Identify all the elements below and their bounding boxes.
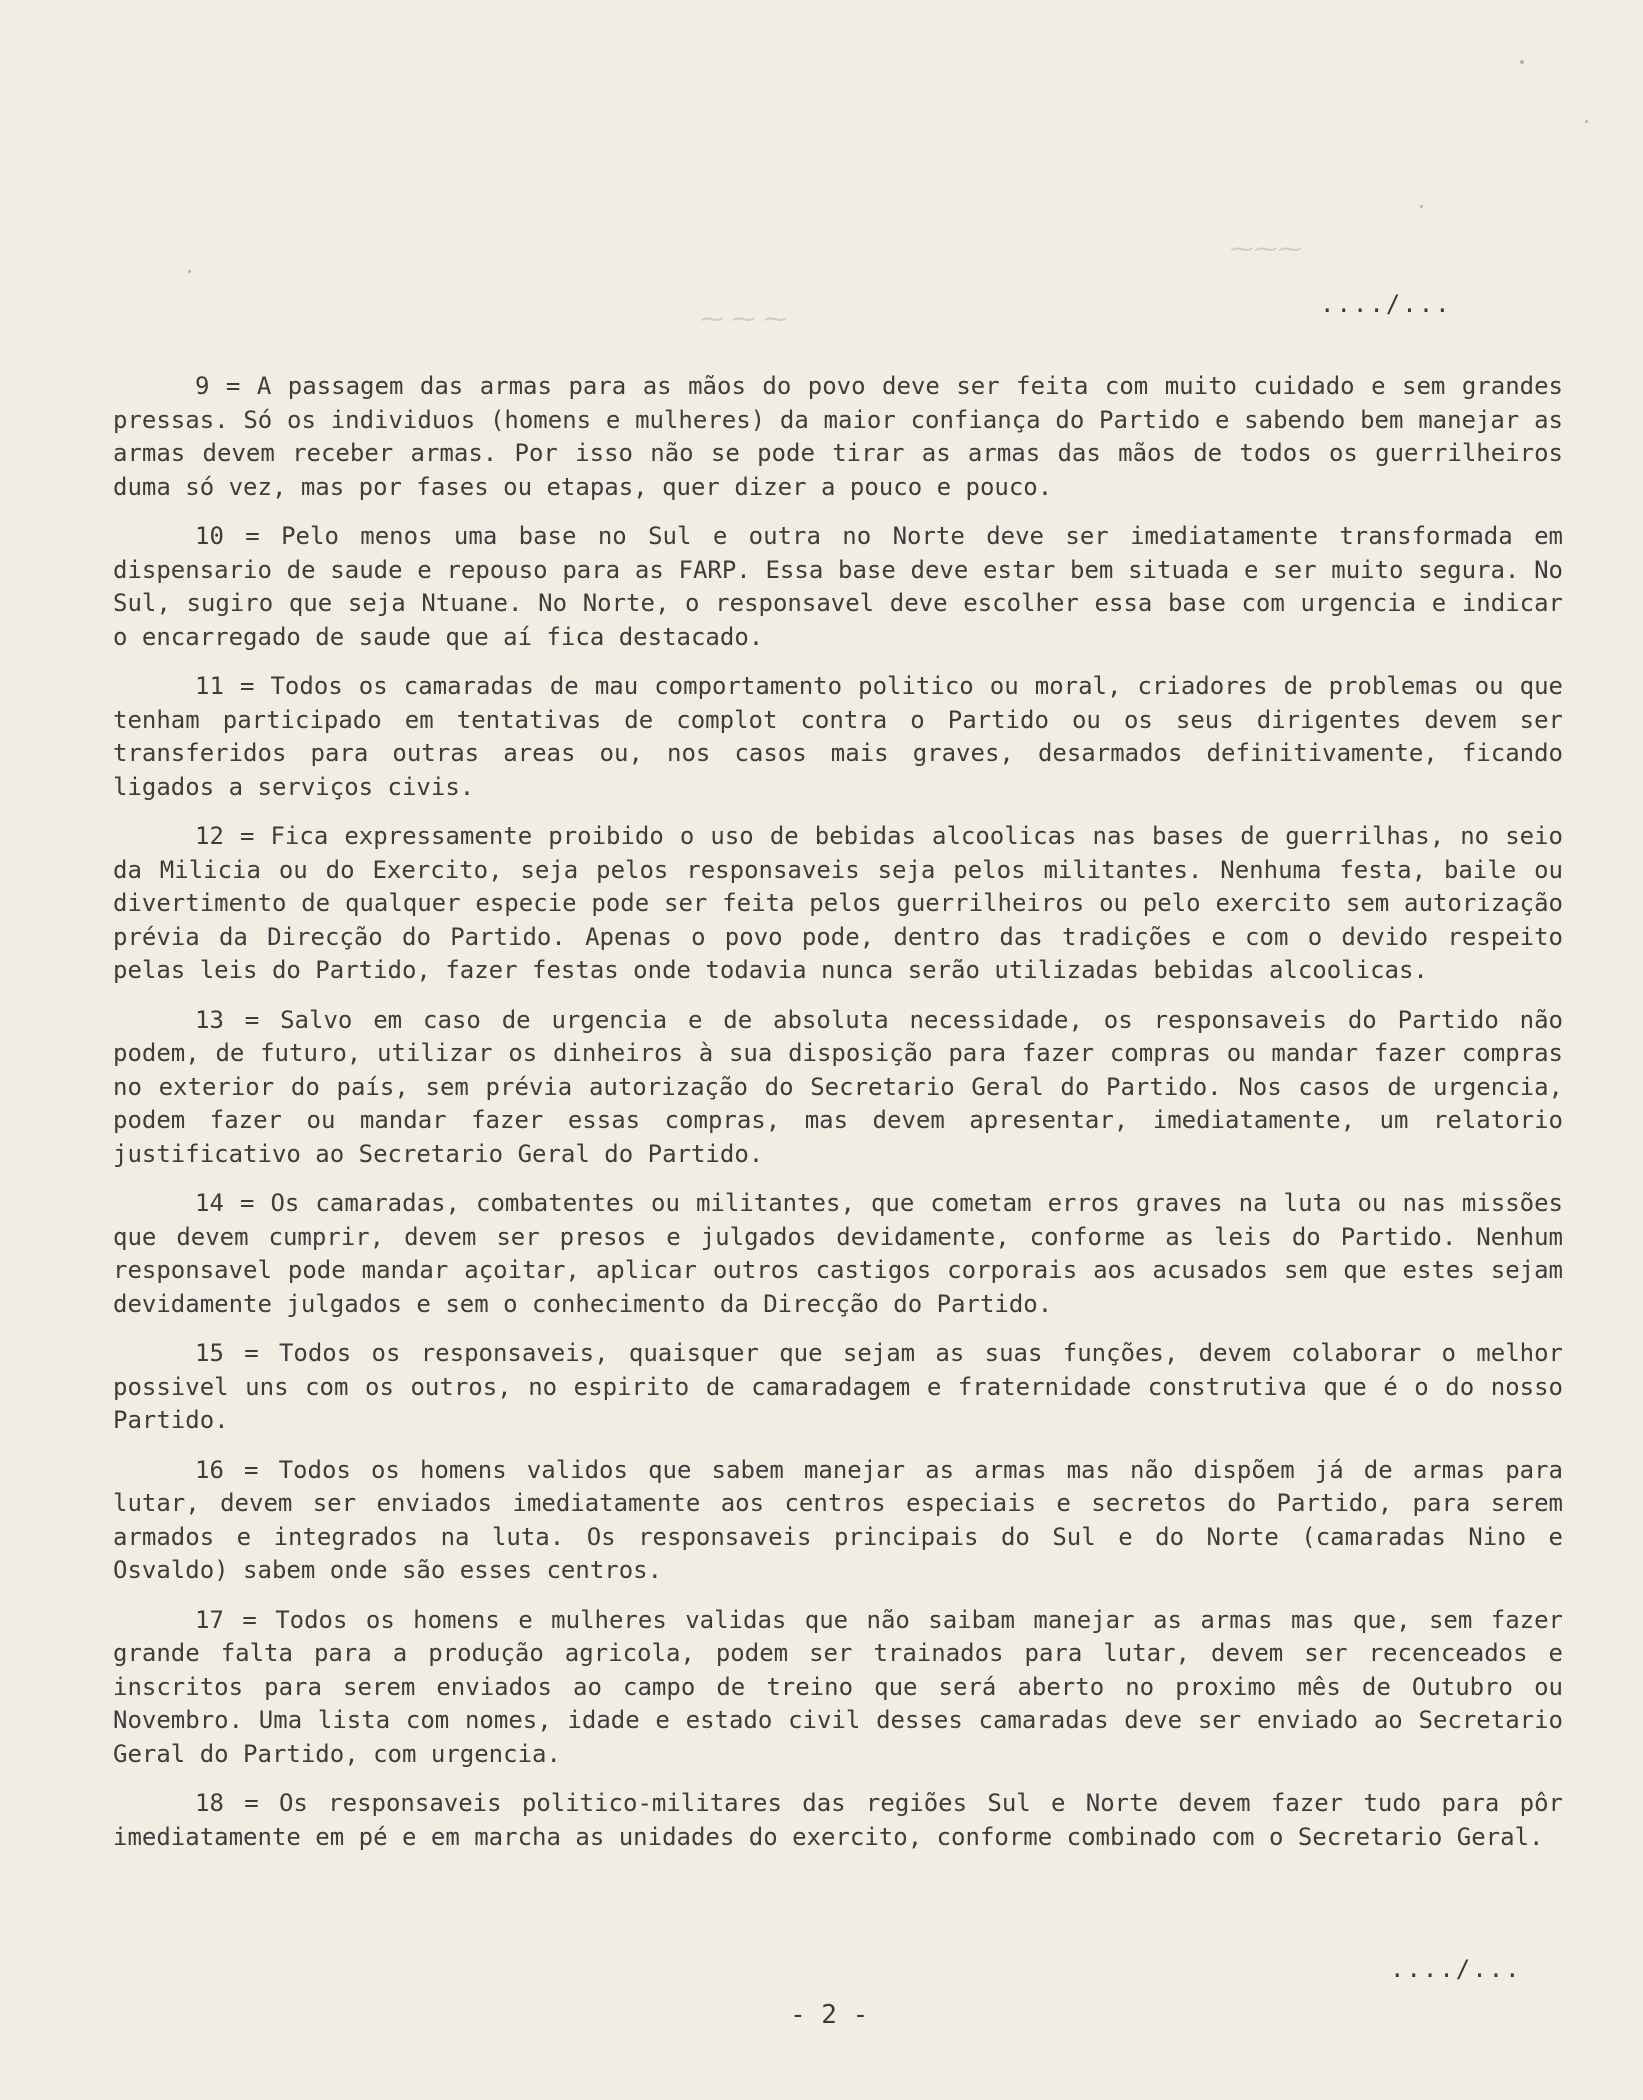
paragraph-14: 14 = Os camaradas, combatentes ou militantes, que cometam erros graves na luta ou nas missões que devem cumprir, devem ser presos e julgados devidamente, conforme as leis do Partido. Nenhum responsavel pode mandar açoitar, aplicar outros castigos corporais aos acusados sem que estes sejam devidamente julgados e sem o conhecimento da Direcção do Partido. bbox=[113, 1189, 1563, 1318]
paragraph-16: 16 = Todos os homens validos que sabem manejar as armas mas não dispõem já de armas para lutar, devem ser enviados imediatamente aos centros especiais e secretos do Partido, para serem armados e integrados na luta. Os responsaveis principais do Sul e do Norte (camaradas Nino e Osvaldo) sabem onde são esses centros. bbox=[113, 1455, 1563, 1584]
paper-speck bbox=[1420, 205, 1423, 208]
bleed-through-mark: ⁓⁓⁓ bbox=[1230, 235, 1302, 263]
bleed-through-mark: ⁓ ⁓ ⁓ bbox=[700, 305, 788, 333]
paragraph-9: 9 = A passagem das armas para as mãos do povo deve ser feita com muito cuidado e sem grandes pressas. Só os individuos (homens e mulheres) da maior confiança do Partido e sabendo bem manejar as armas devem receber armas. Por isso não se pode tirar as armas das mãos de todos os guerrilheiros duma só vez, mas por fases ou etapas, quer dizer a pouco e pouco. bbox=[113, 372, 1563, 501]
document-body bbox=[113, 370, 1563, 1870]
paper-speck bbox=[188, 270, 191, 273]
paragraph-18: 18 = Os responsaveis politico-militares das regiões Sul e Norte devem fazer tudo para pôr imediatamente em pé e em marcha as unidades do exercito, conforme combinado com o Secretario Geral. bbox=[113, 1789, 1563, 1851]
paragraph-13: 13 = Salvo em caso de urgencia e de absoluta necessidade, os responsaveis do Partido não podem, de futuro, utilizar os dinheiros à sua disposição para fazer compras ou mandar fazer compras no exterior do país, sem prévia autorização do Secretario Geral do Partido. Nos casos de urgencia, podem fazer ou mandar fazer essas compras, mas devem apresentar, imediatamente, um relatorio justificativo ao Secretario Geral do Partido. bbox=[113, 1005, 1563, 1168]
paragraph-17: 17 = Todos os homens e mulheres validas que não saibam manejar as armas mas que, sem fazer grande falta para a produção agricola, podem ser trainados para lutar, devem ser recenceados e inscritos para serem enviados ao campo de treino que será aberto no proximo mês de Outubro ou Novembro. Uma lista com nomes, idade e estado civil desses camaradas deve ser enviado ao Secretario Geral do Partido, com urgencia. bbox=[113, 1605, 1563, 1768]
paper-speck bbox=[1585, 120, 1588, 123]
paragraph-12: 12 = Fica expressamente proibido o uso de bebidas alcoolicas nas bases de guerrilhas, no seio da Milicia ou do Exercito, seja pelos responsaveis seja pelos militantes. Nenhuma festa, baile ou divertimento de qualquer especie pode ser feita pelos guerrilheiros ou pelo exercito sem autorização prévia da Direcção do Partido. Apenas o povo pode, dentro das tradições e com o devido respeito pelas leis do Partido, fazer festas onde todavia nunca serão utilizadas bebidas alcoolicas. bbox=[113, 822, 1563, 984]
paper-speck bbox=[1520, 60, 1524, 64]
paragraph-15: 15 = Todos os responsaveis, quaisquer que sejam as suas funções, devem colaborar o melhor possivel uns com os outros, no espirito de camaradagem e fraternidade construtiva que é o do nosso Partido. bbox=[113, 1339, 1563, 1434]
page-number: - 2 - bbox=[790, 2000, 869, 2030]
continuation-marker-top: ..../... bbox=[1320, 290, 1452, 318]
paragraph-11: 11 = Todos os camaradas de mau comportamento politico ou moral, criadores de problemas ou que tenham participado em tentativas de complot contra o Partido ou os seus dirigentes devem ser transferidos para outras areas ou, nos casos mais graves, desarmados definitivamente, ficando ligados a serviços civis. bbox=[113, 672, 1563, 801]
paragraph-10: 10 = Pelo menos uma base no Sul e outra no Norte deve ser imediatamente transformada em dispensario de saude e repouso para as FARP. Essa base deve estar bem situada e ser muito segura. No Sul, sugiro que seja Ntuane. No Norte, o responsavel deve escolher essa base com urgencia e indicar o encarregado de saude que aí fica destacado. bbox=[113, 522, 1563, 651]
continuation-marker-bottom: ..../... bbox=[1390, 1955, 1522, 1983]
